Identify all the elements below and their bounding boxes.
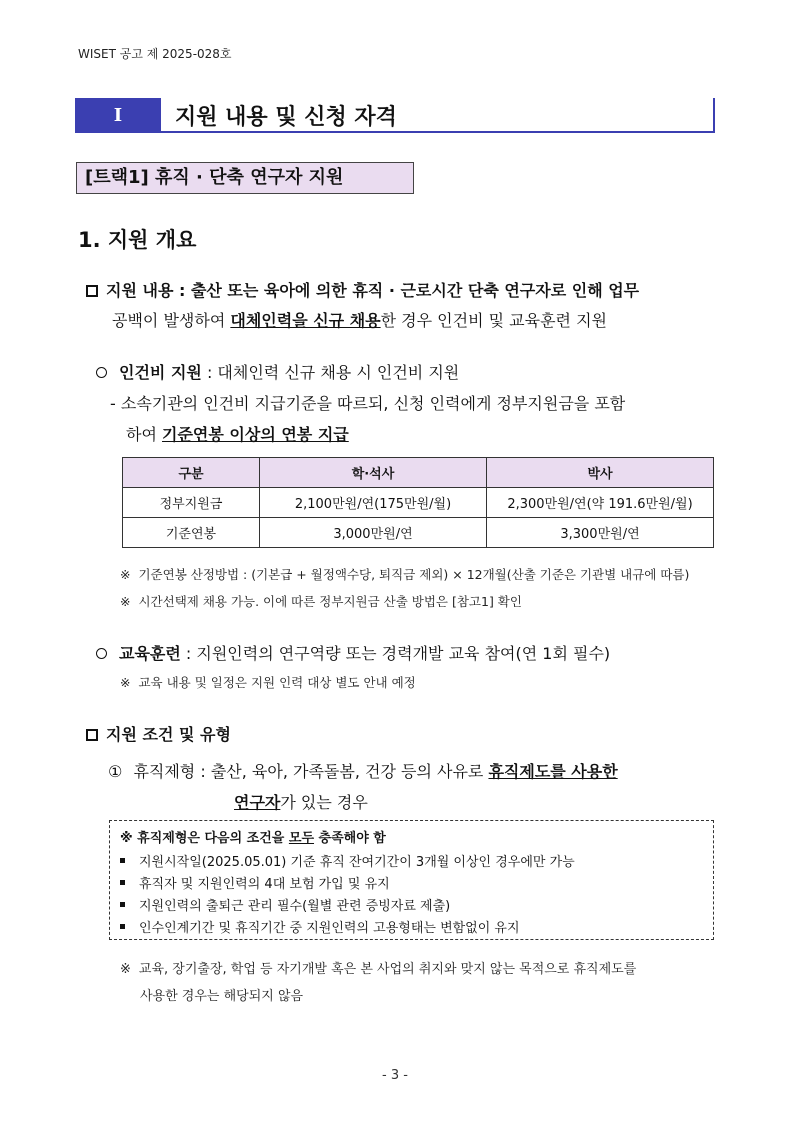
box-title-emphasis: 모두 <box>288 831 315 846</box>
section-border-right <box>713 98 715 133</box>
table-cell: 2,100만원/연(175만원/월) <box>260 488 487 518</box>
conditions-item-line2 <box>234 790 368 813</box>
conditions-item-emphasis: 휴직제도를 사용한 <box>488 762 618 781</box>
conditions-box <box>109 820 714 940</box>
reference-mark-icon: ※ <box>120 675 131 690</box>
square-bullet-icon <box>120 880 125 885</box>
track-label: [트랙1] 휴직 · 단축 연구자 지원 <box>76 162 414 194</box>
support-content-text-c: 한 경우 인건비 및 교육훈련 지원 <box>380 311 607 330</box>
table-cell: 3,300만원/연 <box>487 518 714 548</box>
page-number: - 3 - <box>382 1068 408 1083</box>
support-content-label: 지원 내용 : <box>106 281 186 300</box>
final-note-line1 <box>120 958 636 977</box>
support-content-line1 <box>86 278 639 301</box>
section-roman-numeral: I <box>75 98 161 133</box>
list-item <box>120 851 575 870</box>
heading-overview: 1. 지원 개요 <box>78 228 197 252</box>
training-note <box>120 673 416 691</box>
conditions-item-text-2: 가 있는 경우 <box>280 793 368 812</box>
item-number: ① <box>108 762 123 781</box>
conditions-title: 지원 조건 및 유형 <box>106 725 231 744</box>
salary-table <box>122 457 714 548</box>
labor-cost-dash-line2 <box>126 422 349 445</box>
training-desc: : 지원인력의 연구역량 또는 경력개발 교육 참여(연 1회 필수) <box>185 644 611 663</box>
document-number: WISET 공고 제 2025-028호 <box>78 47 232 61</box>
list-item-text: 휴직자 및 지원인력의 4대 보험 가입 및 유지 <box>139 877 390 892</box>
list-item-text: 지원시작일(2025.05.01) 기준 휴직 잔여기간이 3개월 이상인 경우에만 가능 <box>139 855 575 870</box>
labor-cost-dash-text: 하여 <box>126 425 157 444</box>
training-note-text: 교육 내용 및 일정은 지원 인력 대상 별도 안내 예정 <box>138 675 416 690</box>
table-header-cell: 구분 <box>123 458 260 488</box>
table-header-cell: 학·석사 <box>260 458 487 488</box>
support-content-text: 출산 또는 육아에 의한 휴직 · 근로시간 단축 연구자로 인해 업무 <box>190 281 640 300</box>
box-title-a: ※ 휴직제형은 다음의 조건을 <box>120 831 285 846</box>
box-title-c: 충족해야 함 <box>318 831 386 846</box>
square-bullet-icon <box>120 924 125 929</box>
table-row <box>123 488 714 518</box>
support-content-text-a: 공백이 발생하여 <box>112 311 226 330</box>
list-item <box>120 873 390 892</box>
circle-bullet-icon <box>96 367 107 378</box>
section-border-bottom <box>161 131 715 133</box>
square-bullet-icon <box>120 902 125 907</box>
checkbox-square-icon <box>86 285 98 297</box>
conditions-heading <box>86 722 231 745</box>
circle-bullet-icon <box>96 648 107 659</box>
list-item-text: 인수인계기간 및 휴직기간 중 지원인력의 고용형태는 변함없이 유지 <box>139 921 520 936</box>
reference-mark-icon: ※ <box>120 594 131 609</box>
checkbox-square-icon <box>86 729 98 741</box>
table-cell: 2,300만원/연(약 191.6만원/월) <box>487 488 714 518</box>
final-note-line2: 사용한 경우는 해당되지 않음 <box>140 989 304 1004</box>
support-content-emphasis: 대체인력을 신규 채용 <box>230 311 381 330</box>
table-cell: 3,000만원/연 <box>260 518 487 548</box>
table-note-2 <box>120 592 522 610</box>
section-heading <box>75 98 715 133</box>
table-note-text: 기준연봉 산정방법 : (기본급 + 월정액수당, 퇴직금 제외) × 12개월(산출 기준은 기관별 내규에 따름) <box>138 567 690 582</box>
table-note-1 <box>120 565 689 583</box>
reference-mark-icon: ※ <box>120 567 131 582</box>
table-header-row <box>123 458 714 488</box>
training-title: 교육훈련 <box>119 644 181 663</box>
section-title: 지원 내용 및 신청 자격 <box>175 105 397 130</box>
table-note-text: 시간선택제 채용 가능. 이에 따른 정부지원금 산출 방법은 [참고1] 확인 <box>138 594 522 609</box>
conditions-item-emphasis-2: 연구자 <box>234 793 281 812</box>
conditions-item-line1 <box>108 759 618 782</box>
list-item <box>120 917 520 936</box>
reference-mark-icon: ※ <box>120 962 131 977</box>
table-row <box>123 518 714 548</box>
labor-cost-item <box>96 360 459 383</box>
list-item-text: 지원인력의 출퇴근 관리 필수(월별 관련 증빙자료 제출) <box>139 899 451 914</box>
training-item <box>96 641 610 664</box>
table-header-cell: 박사 <box>487 458 714 488</box>
table-cell: 기준연봉 <box>123 518 260 548</box>
labor-cost-dash-line1: - 소속기관의 인건비 지급기준을 따르되, 신청 인력에게 정부지원금을 포함 <box>110 394 626 413</box>
square-bullet-icon <box>120 858 125 863</box>
support-content-line2 <box>112 308 607 331</box>
list-item <box>120 895 450 914</box>
labor-cost-title: 인건비 지원 <box>119 363 202 382</box>
final-note-text: 교육, 장기출장, 학업 등 자기개발 혹은 본 사업의 취지와 맞지 않는 목적으로 휴직제도를 <box>138 962 637 977</box>
labor-cost-emphasis: 기준연봉 이상의 연봉 지급 <box>162 425 349 444</box>
conditions-item-text: 휴직제형 : 출산, 육아, 가족돌봄, 건강 등의 사유로 <box>133 762 484 781</box>
box-title <box>120 827 386 846</box>
table-cell: 정부지원금 <box>123 488 260 518</box>
labor-cost-desc: : 대체인력 신규 채용 시 인건비 지원 <box>206 363 460 382</box>
